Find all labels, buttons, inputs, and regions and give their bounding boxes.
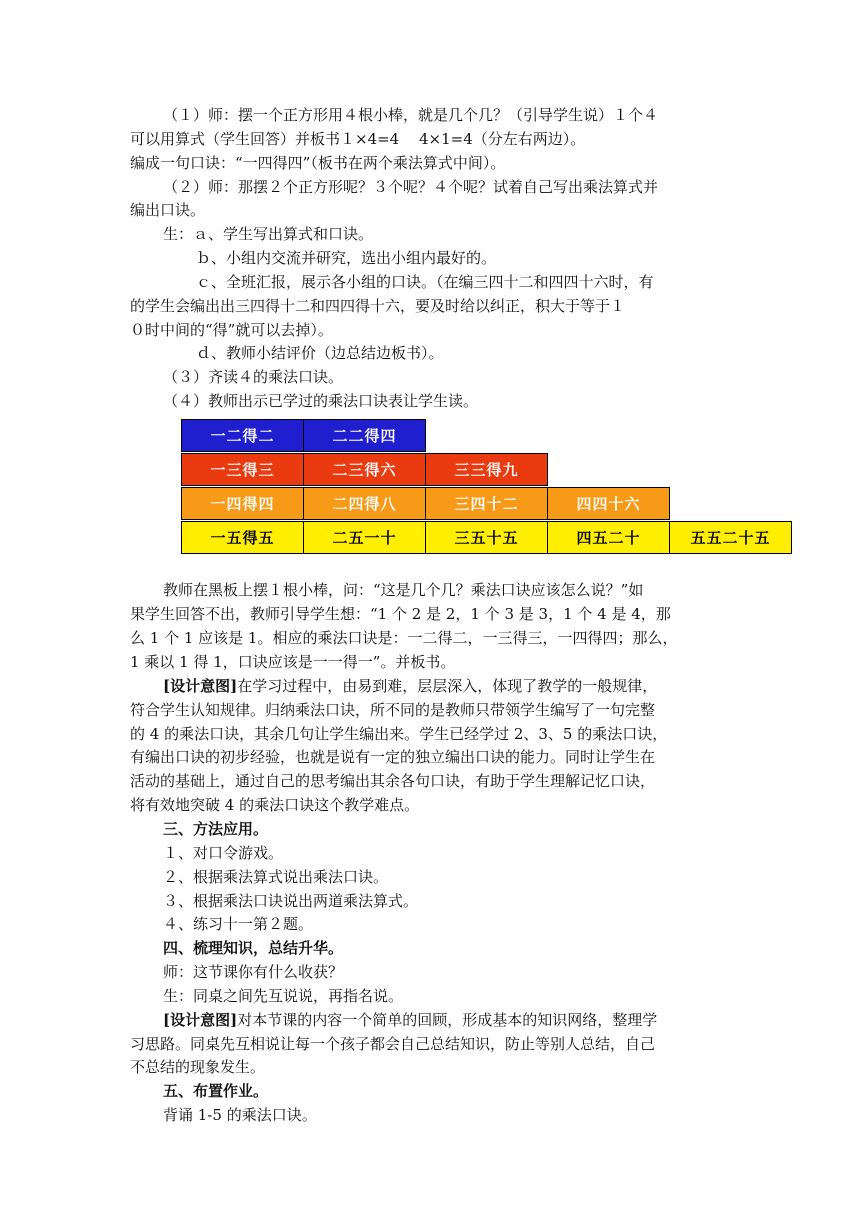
text-span: 在学习过程中，由易到难，层层深入，体现了教学的一般规律， xyxy=(237,677,658,695)
table-cell: 一三得三 xyxy=(181,453,304,486)
text-line: ０时中间的“得”就可以去掉）。 xyxy=(130,321,333,339)
text-line: ｄ、教师小结评价（边总结边板书）。 xyxy=(196,344,444,362)
text-line: 将有效地突破 4 的乘法口诀这个教学难点。 xyxy=(130,796,420,814)
table-cell: 三五十五 xyxy=(425,521,548,554)
design-intent-paragraph xyxy=(163,1009,657,1031)
table-cell: 二三得六 xyxy=(303,453,426,486)
table-cell: 二五一十 xyxy=(303,521,426,554)
text-line: 编出口诀。 xyxy=(130,201,206,219)
table-cell: 一四得四 xyxy=(181,487,304,520)
text-line: （４）教师出示已学过的乘法口诀表让学生读。 xyxy=(163,392,479,410)
text-line: 么 1 个 1 应该是 1。相应的乘法口诀是：一二得二，一三得三，一四得四；那么， xyxy=(130,629,678,647)
text-line: 师：这节课你有什么收获？ xyxy=(163,963,344,981)
section-heading: 四、梳理知识，总结升华。 xyxy=(163,939,344,957)
table-cell: 一五得五 xyxy=(181,521,304,554)
text-line: 教师在黑板上摆１根小棒，问：“这是几个几？乘法口诀应该怎么说？”如 xyxy=(163,581,644,599)
text-line: 生：同桌之间先互说说，再指名说。 xyxy=(163,987,404,1005)
text-line: 生：ａ、学生写出算式和口诀。 xyxy=(163,225,374,243)
text-line: 活动的基础上，通过自己的思考编出其余各句口诀，有助于学生理解记忆口诀， xyxy=(130,772,656,790)
text-line: （２）师：那摆２个正方形呢？３个呢？４个呢？试着自己写出乘法算式并 xyxy=(163,178,659,196)
list-item: １、对口令游戏。 xyxy=(163,844,284,862)
text-line: 习思路。同桌先互相说让每一个孩子都会自己总结知识，防止等别人总结，自己 xyxy=(130,1035,656,1053)
text-line: 编成一句口诀：“一四得四”（板书在两个乘法算式中间）。 xyxy=(130,154,506,172)
text-line: 果学生回答不出，教师引导学生想：“1 个 2 是 2，1 个 3 是 3，1 个 4 是 4，那 xyxy=(130,605,671,623)
text-line: 1 乘以 1 得 1，口诀应该是一一得一”。并板书。 xyxy=(130,653,456,671)
text-line: 不总结的现象发生。 xyxy=(130,1058,266,1076)
list-item: ２、根据乘法算式说出乘法口诀。 xyxy=(163,868,389,886)
text-line: 的 4 的乘法口诀，其余几句让学生编出来。学生已经学过 2、3、5 的乘法口诀， xyxy=(130,725,668,743)
text-line: 背诵 1-5 的乘法口诀。 xyxy=(163,1106,317,1124)
list-item: ３、根据乘法口诀说出两道乘法算式。 xyxy=(163,892,419,910)
table-cell: 二二得四 xyxy=(303,419,426,452)
text-line: 有编出口诀的初步经验，也就是说有一定的独立编出口诀的能力。同时让学生在 xyxy=(130,748,656,766)
text-line: 可以用算式（学生回答）并板书１×4=4 4×1=4（分左右两边）。 xyxy=(130,130,586,148)
list-item: ４、练习十一第２题。 xyxy=(163,915,314,933)
design-intent-tag: [设计意图] xyxy=(163,677,238,695)
text-span: 对本节课的内容一个简单的回顾，形成基本的知识网络，整理学 xyxy=(237,1011,658,1029)
table-cell: 四四十六 xyxy=(547,487,670,520)
text-line: ｃ、全班汇报，展示各小组的口诀。（在编三四十二和四四十六时，有 xyxy=(196,273,654,291)
text-line: （１）师：摆一个正方形用４根小棒，就是几个几？（引导学生说）１个４ xyxy=(163,106,659,124)
table-cell: 三三得九 xyxy=(425,453,548,486)
table-cell: 五五二十五 xyxy=(669,521,792,554)
text-line: （３）齐读４的乘法口诀。 xyxy=(163,368,344,386)
section-heading: 三、方法应用。 xyxy=(163,820,269,838)
section-heading: 五、布置作业。 xyxy=(163,1082,269,1100)
table-cell: 一二得二 xyxy=(181,419,304,452)
text-line: ｂ、小组内交流并研究，选出小组内最好的。 xyxy=(196,249,497,267)
table-cell: 四五二十 xyxy=(547,521,670,554)
table-cell: 二四得八 xyxy=(303,487,426,520)
design-intent-paragraph xyxy=(163,675,657,697)
table-cell: 三四十二 xyxy=(425,487,548,520)
design-intent-tag: [设计意图] xyxy=(163,1011,238,1029)
text-line: 的学生会编出出三四得十二和四四得十六，要及时给以纠正，积大于等于１ xyxy=(130,297,626,315)
text-line: 符合学生认知规律。归纳乘法口诀，所不同的是教师只带领学生编写了一句完整 xyxy=(130,701,656,719)
